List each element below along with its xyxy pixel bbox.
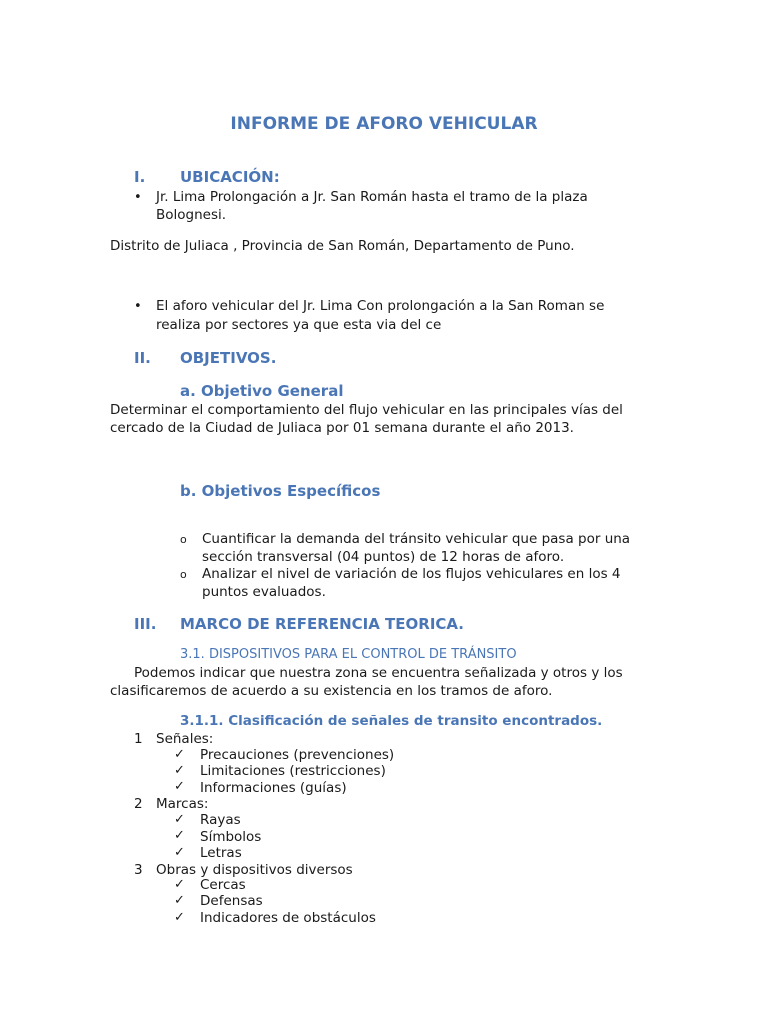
- location-bullet-line-1: Jr. Lima Prolongación a Jr. San Román hasta el tramo de la plaza: [156, 189, 588, 205]
- section-heading-marco: [134, 615, 534, 635]
- specific-objective-1-line-1: Cuantificar la demanda del tránsito vehicular que pasa por una: [202, 531, 631, 547]
- dispositivos-paragraph-line-1: Podemos indicar que nuestra zona se encuentra señalizada y otros y los: [134, 665, 623, 681]
- specific-objective-2-line-1: Analizar el nivel de variación de los flujos vehiculares en los 4: [202, 566, 621, 582]
- document-title: INFORME DE AFORO VEHICULAR: [230, 114, 538, 134]
- district-text: Distrito de Juliaca , Provincia de San Román, Departamento de Puno.: [110, 238, 575, 254]
- list-group-label: Marcas:: [156, 796, 209, 812]
- list-number: 1: [134, 731, 143, 747]
- dispositivos-paragraph-line-2: clasificaremos de acuerdo a su existencia en los tramos de aforo.: [110, 683, 553, 699]
- section-number: III.: [134, 615, 157, 633]
- specific-objective-2-line-2: puntos evaluados.: [202, 584, 326, 600]
- list-group-label: Obras y dispositivos diversos: [156, 862, 353, 878]
- subheading-clasificacion: 3.1.1. Clasificación de señales de transito encontrados.: [180, 713, 603, 729]
- subheading-dispositivos: 3.1. DISPOSITIVOS PARA EL CONTROL DE TRÁNSITO: [180, 647, 517, 662]
- subheading-objetivo-general: a. Objetivo General: [180, 382, 344, 400]
- list-number: 3: [134, 862, 143, 878]
- check-icon: ✓: [174, 747, 185, 762]
- specific-objective-1-line-2: sección transversal (04 puntos) de 12 horas de aforo.: [202, 549, 565, 565]
- bullet-icon: •: [134, 299, 142, 314]
- circle-bullet-icon: o: [180, 533, 187, 546]
- location-bullet-line-2: Bolognesi.: [156, 207, 227, 223]
- check-icon: ✓: [174, 828, 185, 843]
- list-item: Indicadores de obstáculos: [200, 910, 376, 926]
- check-icon: ✓: [174, 893, 185, 908]
- list-item: Limitaciones (restricciones): [200, 763, 386, 779]
- list-number: 2: [134, 796, 143, 812]
- section-number: I.: [134, 168, 146, 186]
- list-item: Cercas: [200, 877, 246, 893]
- general-objective-line-2: cercado de la Ciudad de Juliaca por 01 semana durante el año 2013.: [110, 420, 574, 436]
- list-item: Símbolos: [200, 829, 262, 845]
- aforo-bullet-line-1: El aforo vehicular del Jr. Lima Con prolongación a la San Roman se: [156, 298, 605, 314]
- check-icon: ✓: [174, 763, 185, 778]
- bullet-icon: •: [134, 190, 142, 205]
- section-title: UBICACIÓN:: [180, 168, 280, 186]
- subheading-objetivos-especificos: b. Objetivos Específicos: [180, 482, 381, 500]
- general-objective-line-1: Determinar el comportamiento del flujo vehicular en las principales vías del: [110, 402, 623, 418]
- list-item: Letras: [200, 845, 242, 861]
- check-icon: ✓: [174, 845, 185, 860]
- list-item: Informaciones (guías): [200, 780, 347, 796]
- check-icon: ✓: [174, 779, 185, 794]
- circle-bullet-icon: o: [180, 568, 187, 581]
- section-heading-ubicacion: [134, 168, 434, 188]
- list-item: Rayas: [200, 812, 241, 828]
- check-icon: ✓: [174, 910, 185, 925]
- list-item: Defensas: [200, 893, 263, 909]
- aforo-bullet-line-2: realiza por sectores ya que esta via del ce: [156, 317, 442, 333]
- section-heading-objetivos: [134, 349, 434, 369]
- list-group-label: Señales:: [156, 731, 214, 747]
- section-title: OBJETIVOS.: [180, 349, 277, 367]
- check-icon: ✓: [174, 812, 185, 827]
- section-title: MARCO DE REFERENCIA TEORICA.: [180, 615, 465, 633]
- list-item: Precauciones (prevenciones): [200, 747, 395, 763]
- check-icon: ✓: [174, 877, 185, 892]
- section-number: II.: [134, 349, 151, 367]
